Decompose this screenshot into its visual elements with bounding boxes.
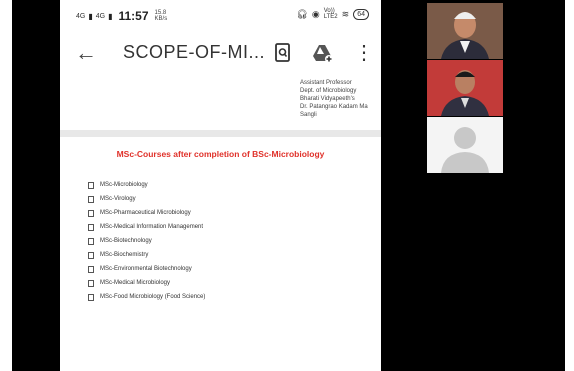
person-icon [427, 3, 503, 59]
signal-bars-icon: ▮ [88, 11, 93, 21]
shared-phone-screen [60, 0, 381, 371]
bullet-icon [88, 224, 94, 231]
list-item: MSc-Medical Information Management [88, 220, 205, 234]
list-item: MSc-Food Microbiology (Food Science) [88, 290, 205, 304]
app-bar [60, 30, 381, 78]
signal-bars-icon-2: ▮ [108, 11, 113, 21]
bullet-icon [88, 252, 94, 259]
back-arrow-icon[interactable]: ← [75, 40, 97, 65]
author-line: Dr. Patangrao Kadam Ma [300, 104, 368, 110]
avatar-placeholder-icon [427, 117, 503, 173]
bullet-icon [88, 182, 94, 189]
list-item: MSc-Medical Microbiology [88, 276, 205, 290]
course-list [88, 178, 205, 304]
clock: 11:57 [118, 9, 149, 23]
lte-indicator: Vo)) LTE2 [323, 8, 338, 20]
signal-2: 4G [95, 12, 106, 20]
slide [60, 137, 381, 371]
slide-divider [60, 130, 381, 137]
previous-slide-fragment [60, 78, 381, 130]
more-vert-icon[interactable]: ⋮ [354, 42, 374, 64]
author-line: Dept. of Microbiology [300, 88, 357, 94]
list-item: MSc-Environmental Biotechnology [88, 262, 205, 276]
list-item: MSc-Virology [88, 192, 205, 206]
vibrate-icon: ◉ [311, 8, 320, 19]
list-item: MSc-Microbiology [88, 178, 205, 192]
drive-add-icon[interactable] [312, 42, 334, 64]
bullet-icon [88, 266, 94, 273]
search-doc-icon[interactable] [272, 42, 294, 64]
net-speed: 15.8 KB/s [154, 10, 168, 22]
person-icon [427, 60, 503, 116]
author-line: Sangli [300, 112, 317, 118]
battery-indicator: 64 [353, 9, 369, 20]
list-item: MSc-Biochemistry [88, 248, 205, 262]
author-line: Assistant Professor [300, 80, 352, 86]
bullet-icon [88, 238, 94, 245]
author-line: Bharati Vidyapeeth's [300, 96, 355, 102]
signal-1: 4G [76, 12, 86, 20]
list-item: MSc-Pharmaceutical Microbiology [88, 206, 205, 220]
bullet-icon [88, 280, 94, 287]
participant-video-2[interactable] [427, 60, 503, 116]
status-bar [60, 0, 381, 30]
participant-video-3[interactable] [427, 117, 503, 173]
headphone-icon: 🎧︎ [296, 8, 308, 19]
list-item: MSc-Biotechnology [88, 234, 205, 248]
wifi-icon: ≋ [341, 8, 350, 19]
slide-title: MSc-Courses after completion of BSc-Microbiology [116, 149, 325, 159]
bullet-icon [88, 210, 94, 217]
document-title: SCOPE-OF-MI... [123, 42, 265, 62]
bullet-icon [88, 294, 94, 301]
participant-video-1[interactable] [427, 3, 503, 59]
bullet-icon [88, 196, 94, 203]
